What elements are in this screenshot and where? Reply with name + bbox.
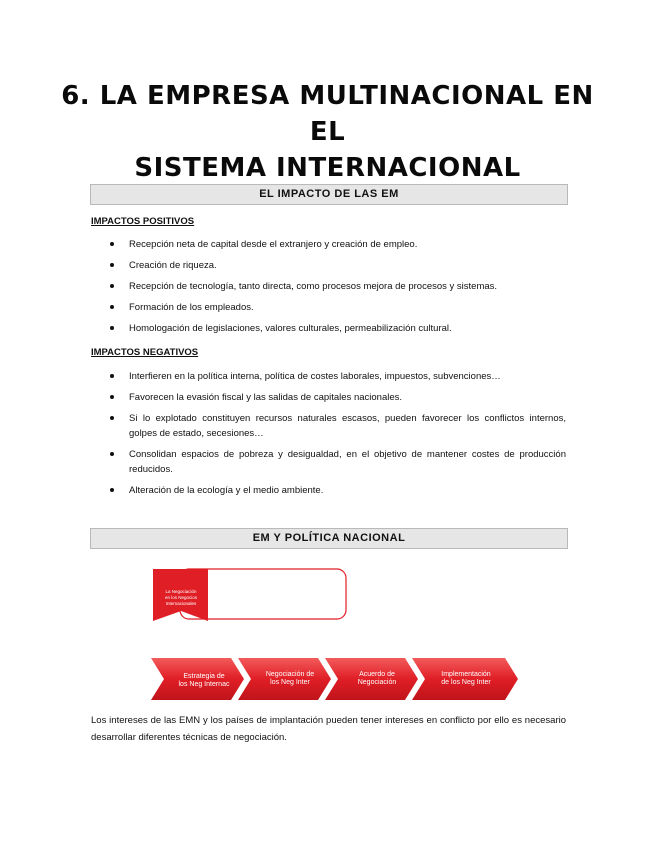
page-title-line-2: SISTEMA INTERNACIONAL — [134, 153, 521, 183]
list-item-text: Homologación de legislaciones, valores culturales, permeabilización cultural. — [129, 323, 452, 334]
diagram-step-1-line-1: Estrategia de — [183, 673, 225, 680]
conclusion-paragraph: Los intereses de las EMN y los países de implantación pueden tener intereses en conflicto por ello es necesario desarrollar diferentes técnicas de negociación. — [91, 715, 566, 743]
list-item-text: Creación de riqueza. — [129, 260, 217, 271]
diagram-step-1-line-2: los Neg Internac — [178, 681, 230, 688]
diagram-main-label-3: Internacionales — [165, 601, 197, 606]
diagram-main-label-2: en los Negocios — [164, 595, 198, 600]
section-heading-impacto: EL IMPACTO DE LAS EM — [90, 184, 568, 205]
diagram-step-4-line-2: de los Neg Inter — [441, 679, 491, 686]
list-item-text: Alteración de la ecología y el medio ambiente. — [129, 485, 324, 496]
list-item-text: Interfieren en la política interna, política de costes laborales, impuestos, subvenciones… — [129, 371, 501, 382]
diagram-main-label-1: La Negociación — [165, 589, 197, 594]
diagram-step-3-line-2: Negociación — [357, 679, 397, 686]
diagram-step-2-line-2: los Neg Inter — [270, 679, 310, 686]
subheading-negativos: IMPACTOS NEGATIVOS — [91, 347, 199, 358]
page-title-line-1: 6. LA EMPRESA MULTINACIONAL EN EL — [61, 81, 594, 147]
section-heading-politica: EM Y POLÍTICA NACIONAL — [90, 528, 568, 549]
diagram-step-3-line-1: Acuerdo de — [359, 671, 395, 678]
list-item-text: Favorecen la evasión fiscal y las salidas de capitales nacionales. — [129, 392, 403, 403]
list-item-text: Formación de los empleados. — [129, 302, 254, 313]
subheading-positivos: IMPACTOS POSITIVOS — [91, 216, 195, 227]
list-item-text: Si lo explotado constituyen recursos naturales escasos, pueden favorecer los conflictos internos, golpes de estado, secesiones… — [129, 413, 566, 439]
diagram-step-2-line-1: Negociación de — [265, 671, 315, 678]
list-item-text: Recepción de tecnología, tanto directa, como procesos mejora de procesos y sistemas. — [129, 281, 498, 292]
diagram-step-4-line-1: Implementación — [441, 671, 491, 678]
list-item-text: Recepción neta de capital desde el extranjero y creación de empleo. — [129, 239, 418, 250]
list-item-text: Consolidan espacios de pobreza y desigualdad, en el objetivo de mantener costes de producción reducidos. — [129, 449, 566, 475]
